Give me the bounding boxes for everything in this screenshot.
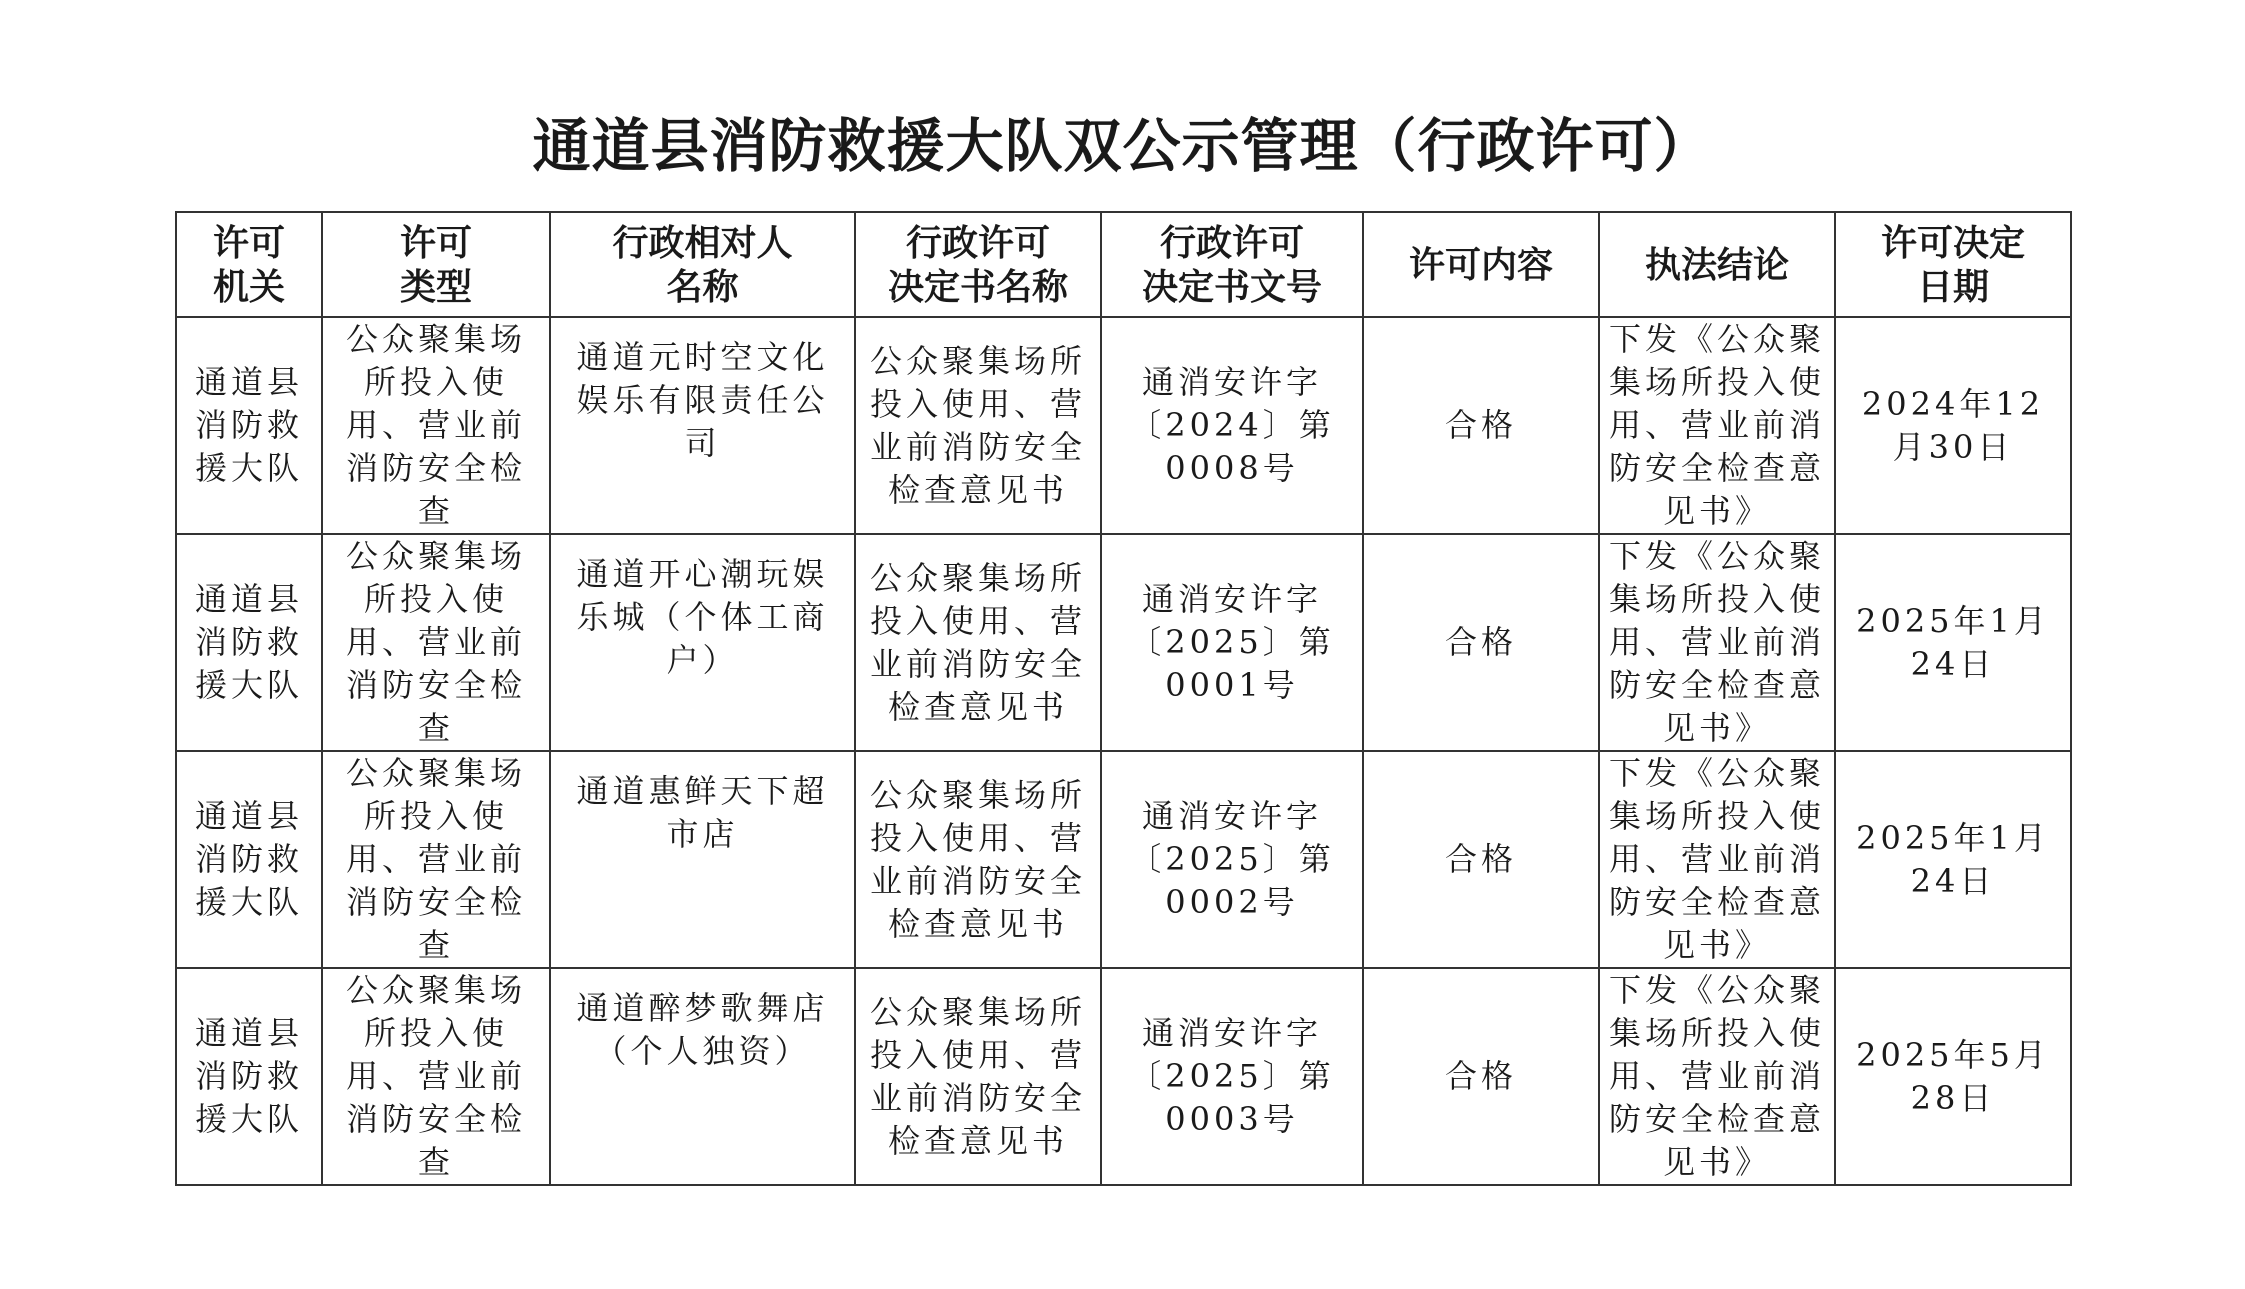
- cell-doc-no: [1101, 534, 1363, 751]
- header-content-label: 许可内容: [1408, 243, 1553, 286]
- decision-name-text: 公众聚集场所投入使用、营业前消防安全检查意见书: [869, 558, 1086, 726]
- date-text: 2024年12月30日: [1861, 384, 2045, 466]
- content-text: 合格: [1444, 406, 1517, 444]
- content-text: 合格: [1444, 623, 1517, 661]
- header-conclusion-label: 执法结论: [1644, 243, 1789, 286]
- header-date: [1835, 212, 2071, 317]
- permit-type-text: 公众聚集场所投入使用、营业前消防安全检查: [345, 537, 526, 747]
- document-title: 通道县消防救援大队双公示管理（行政许可）: [532, 112, 1713, 180]
- cell-content: [1363, 317, 1599, 534]
- cell-content: [1363, 751, 1599, 968]
- authority-text: 通道县消防救援大队: [194, 797, 303, 921]
- permit-type-text: 公众聚集场所投入使用、营业前消防安全检查: [345, 971, 526, 1181]
- table-row: [176, 751, 2071, 968]
- cell-permit-type: [322, 968, 550, 1185]
- cell-party: [550, 317, 855, 534]
- cell-conclusion: [1599, 968, 1835, 1185]
- cell-conclusion: [1599, 751, 1835, 968]
- cell-doc-no: [1101, 317, 1363, 534]
- conclusion-text: 下发《公众聚集场所投入使用、营业前消防安全检查意见书》: [1608, 754, 1825, 964]
- conclusion-text: 下发《公众聚集场所投入使用、营业前消防安全检查意见书》: [1608, 971, 1825, 1181]
- authority-text: 通道县消防救援大队: [194, 363, 303, 487]
- cell-decision-name: [855, 968, 1101, 1185]
- doc-no-text: 通消安许字〔2025〕第0002号: [1129, 797, 1335, 921]
- permit-type-text: 公众聚集场所投入使用、营业前消防安全检查: [345, 320, 526, 530]
- decision-name-text: 公众聚集场所投入使用、营业前消防安全检查意见书: [869, 341, 1086, 509]
- cell-authority: [176, 534, 322, 751]
- header-authority-label: 许可 机关: [212, 221, 285, 308]
- header-decision-name-label: 行政许可 决定书名称: [887, 221, 1068, 308]
- party-text: 通道惠鲜天下超市店: [576, 772, 829, 853]
- cell-permit-type: [322, 317, 550, 534]
- cell-conclusion: [1599, 534, 1835, 751]
- doc-no-text: 通消安许字〔2025〕第0001号: [1129, 580, 1335, 704]
- table-row: [176, 534, 2071, 751]
- party-text: 通道元时空文化娱乐有限责任公司: [576, 338, 829, 462]
- content-text: 合格: [1444, 840, 1517, 878]
- header-conclusion: [1599, 212, 1835, 317]
- cell-date: [1835, 968, 2071, 1185]
- header-doc-no: [1101, 212, 1363, 317]
- cell-party: [550, 968, 855, 1185]
- header-decision-name: [855, 212, 1101, 317]
- cell-content: [1363, 968, 1599, 1185]
- cell-doc-no: [1101, 968, 1363, 1185]
- cell-date: [1835, 751, 2071, 968]
- decision-name-text: 公众聚集场所投入使用、营业前消防安全检查意见书: [869, 992, 1086, 1160]
- cell-doc-no: [1101, 751, 1363, 968]
- cell-decision-name: [855, 317, 1101, 534]
- date-text: 2025年5月28日: [1856, 1035, 2050, 1117]
- conclusion-text: 下发《公众聚集场所投入使用、营业前消防安全检查意见书》: [1608, 537, 1825, 747]
- header-permit-type-label: 许可 类型: [399, 221, 472, 308]
- table-row: [176, 968, 2071, 1185]
- date-text: 2025年1月24日: [1856, 818, 2050, 900]
- cell-authority: [176, 751, 322, 968]
- cell-decision-name: [855, 534, 1101, 751]
- table-row: [176, 317, 2071, 534]
- doc-no-text: 通消安许字〔2024〕第0008号: [1129, 363, 1335, 487]
- header-authority: [176, 212, 322, 317]
- header-party-label: 行政相对人 名称: [612, 221, 793, 308]
- doc-no-text: 通消安许字〔2025〕第0003号: [1129, 1014, 1335, 1138]
- cell-content: [1363, 534, 1599, 751]
- header-row: [176, 212, 2071, 317]
- cell-authority: [176, 968, 322, 1185]
- cell-date: [1835, 534, 2071, 751]
- party-text: 通道醉梦歌舞店（个人独资）: [576, 989, 829, 1070]
- table-header: [176, 212, 2071, 317]
- cell-authority: [176, 317, 322, 534]
- conclusion-text: 下发《公众聚集场所投入使用、营业前消防安全检查意见书》: [1608, 320, 1825, 530]
- cell-permit-type: [322, 534, 550, 751]
- party-text: 通道开心潮玩娱乐城（个体工商户）: [576, 555, 829, 679]
- cell-conclusion: [1599, 317, 1835, 534]
- authority-text: 通道县消防救援大队: [194, 580, 303, 704]
- permit-table: [175, 211, 2072, 1186]
- header-permit-type: [322, 212, 550, 317]
- cell-party: [550, 751, 855, 968]
- permit-type-text: 公众聚集场所投入使用、营业前消防安全检查: [345, 754, 526, 964]
- header-content: [1363, 212, 1599, 317]
- content-text: 合格: [1444, 1057, 1517, 1095]
- header-party: [550, 212, 855, 317]
- authority-text: 通道县消防救援大队: [194, 1014, 303, 1138]
- header-doc-no-label: 行政许可 决定书文号: [1141, 221, 1322, 308]
- cell-party: [550, 534, 855, 751]
- header-date-label: 许可决定 日期: [1880, 221, 2025, 308]
- date-text: 2025年1月24日: [1856, 601, 2050, 683]
- cell-permit-type: [322, 751, 550, 968]
- cell-decision-name: [855, 751, 1101, 968]
- decision-name-text: 公众聚集场所投入使用、营业前消防安全检查意见书: [869, 775, 1086, 943]
- table-body: [176, 317, 2071, 1185]
- cell-date: [1835, 317, 2071, 534]
